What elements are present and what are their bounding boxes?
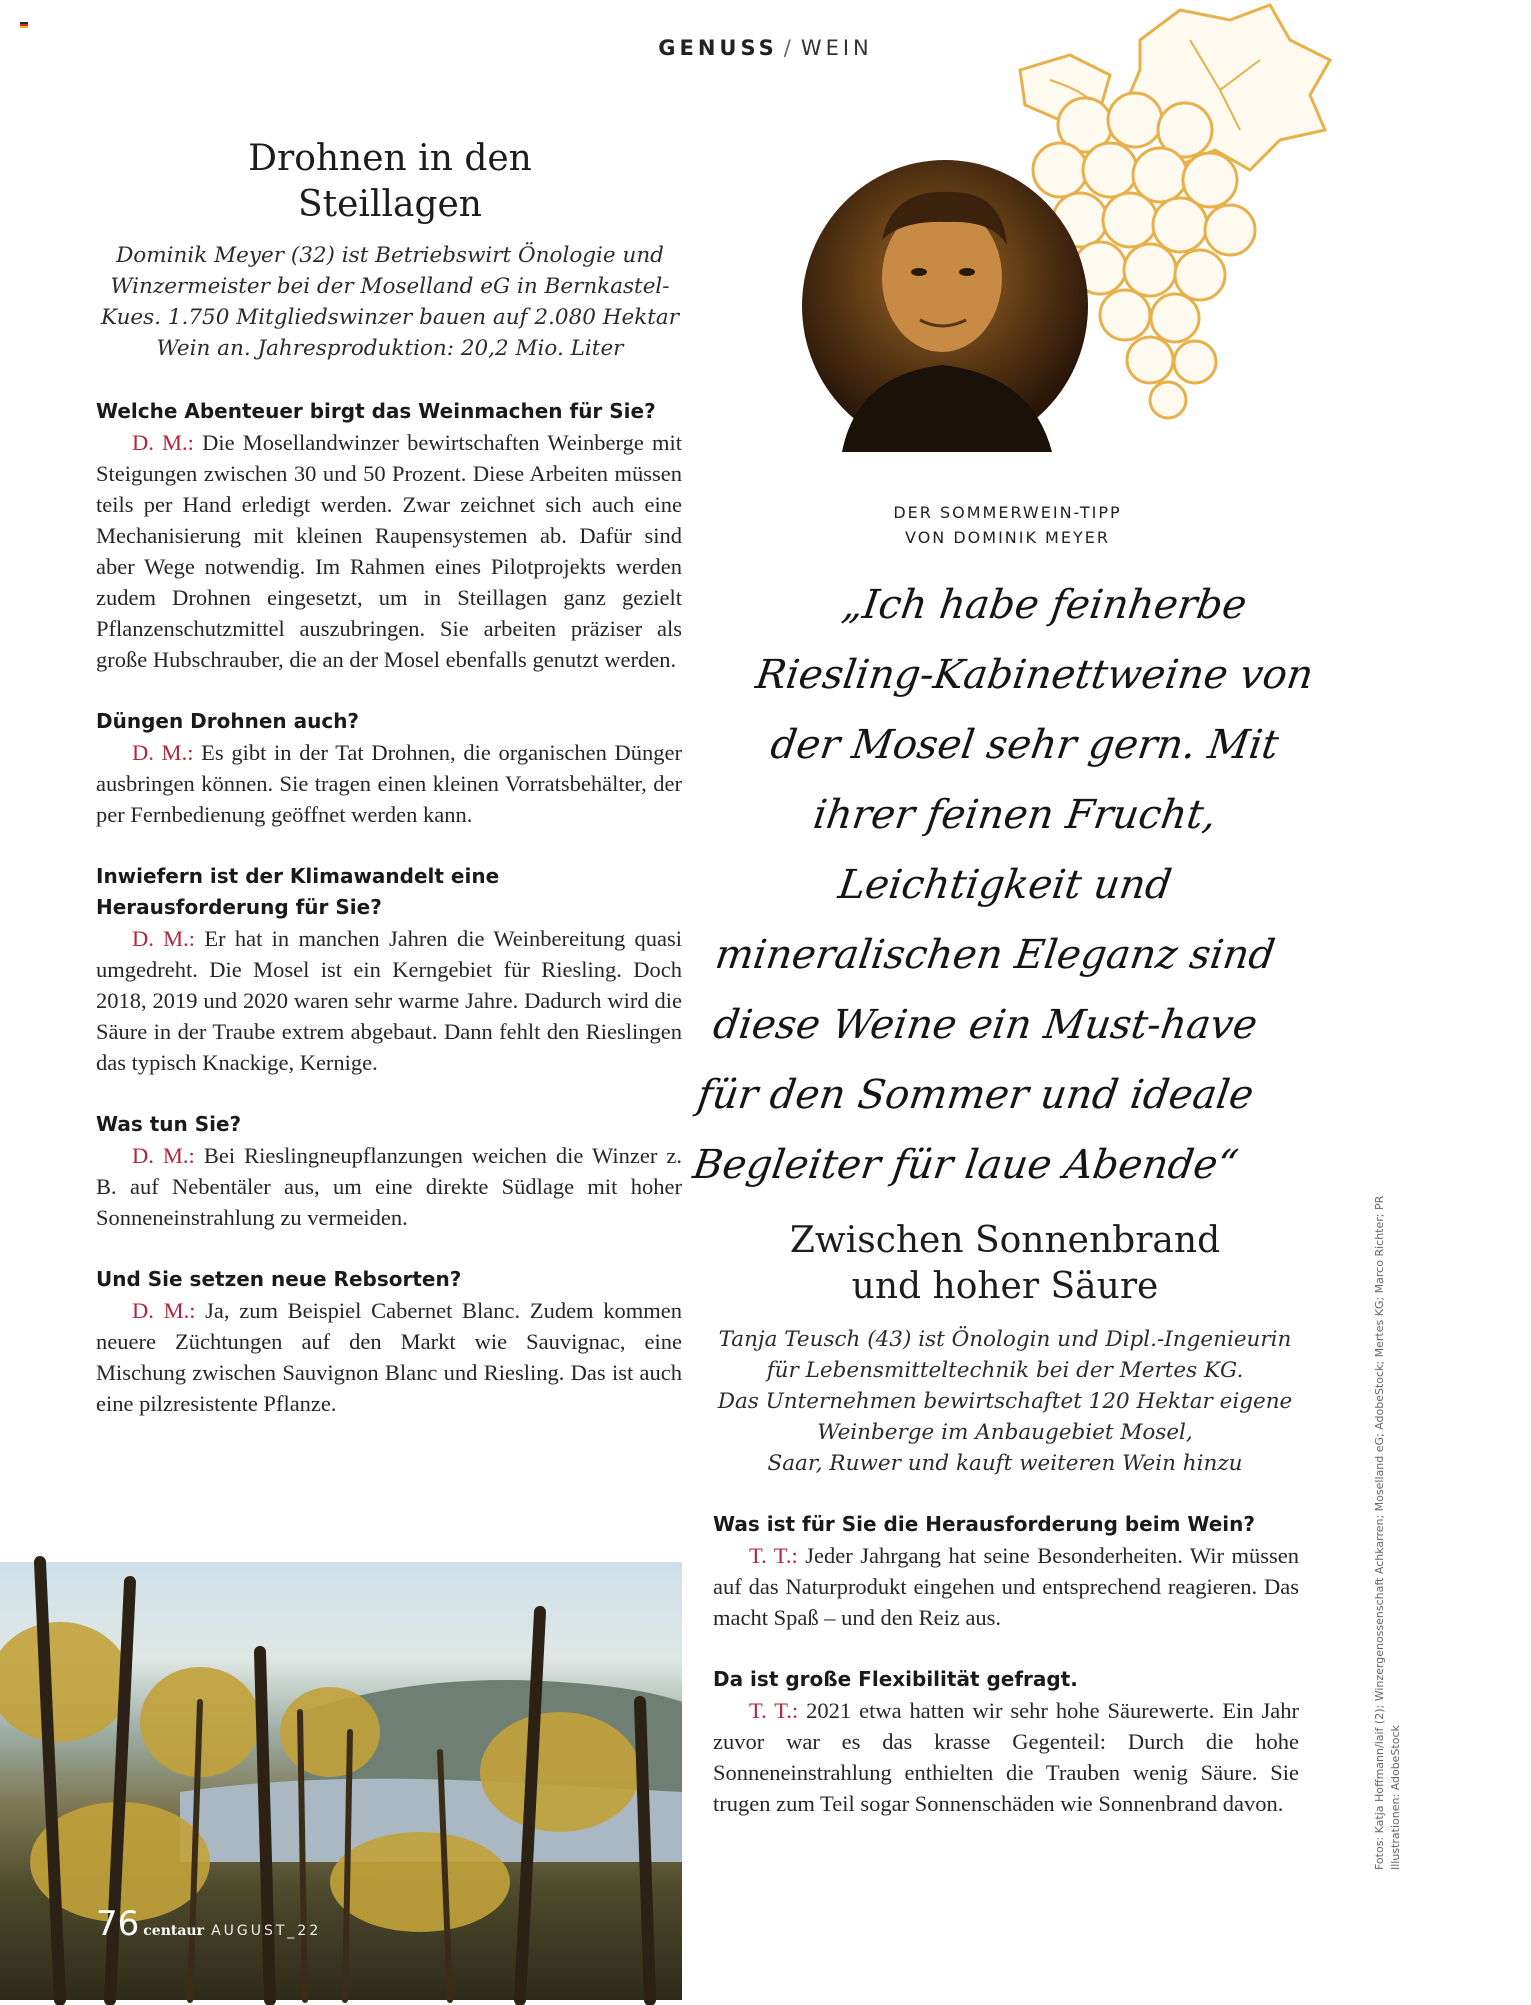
credits-line1: Fotos: Katja Hoffmann/laif (2); Winzergenossenschaft Achkarren; Moselland eG; AdobeStock; Mertes KG; Marco Richter; PR	[1373, 1195, 1386, 1870]
speaker-initials: D. M.:	[132, 430, 194, 455]
portrait-dominik-meyer	[802, 160, 1088, 452]
article2-body	[713, 1509, 1299, 1850]
intro-line: Weinberge im Anbaugebiet Mosel,	[817, 1420, 1193, 1445]
article1-title	[100, 136, 680, 228]
answer-text: Es gibt in der Tat Drohnen, die organischen Dünger ausbringen können. Sie tragen einen kleinen Vorratsbehälter, der per Fernbedienung geöffnet werden kann.	[96, 740, 682, 827]
answer-text: Die Mosellandwinzer bewirtschaften Weinberge mit Steigungen zwischen 30 und 50 Prozent. Diese Arbeiten müssen teils per Hand erledigt werden. Zwar zeichnet sich auch eine Mechanisierung mit kleinen Raupensystemen ab. Dafür sind aber Wege notwendig. Im Rahmen eines Pilotprojekts werden zudem Drohnen eingesetzt, um in Steillagen ganz gezielt Pflanzenschutzmittel auszubringen. Sie arbeiten präziser als große Hubschrauber, die an der Mosel ebenfalls genutzt werden.	[96, 430, 682, 672]
answer-text: Er hat in manchen Jahren die Weinbereitung quasi umgedreht. Die Mosel ist ein Kerngebiet für Riesling. Doch 2018, 2019 und 2020 waren sehr warme Jahre. Dadurch wird die Säure in der Traube extrem abgebaut. Dann fehlt den Rieslingen das typisch Knackige, Kernige.	[96, 926, 682, 1075]
speaker-initials: D. M.:	[132, 926, 196, 951]
intro-line: Das Unternehmen bewirtschaftet 120 Hektar eigene	[717, 1389, 1293, 1414]
intro-line: Dominik Meyer (32) ist Betriebswirt Önologie und	[116, 243, 664, 268]
speaker-initials: T. T.:	[749, 1543, 798, 1568]
tip-label-line1: DER SOMMERWEIN-TIPP	[893, 503, 1122, 522]
question: Da ist große Flexibilität gefragt.	[713, 1667, 1078, 1691]
intro-line: für Lebensmitteltechnik bei der Mertes KG.	[766, 1358, 1244, 1383]
article1-title-line1: Drohnen in den	[248, 138, 532, 179]
article1-title-line2: Steillagen	[298, 184, 482, 225]
tip-label-line2: VON DOMINIK MEYER	[905, 528, 1110, 547]
speaker-initials: D. M.:	[132, 1298, 196, 1323]
answer	[96, 1140, 682, 1233]
intro-line: Winzermeister bei der Moselland eG in Bernkastel-	[110, 274, 670, 299]
question: Welche Abenteuer birgt das Weinmachen für Sie?	[96, 399, 656, 423]
speaker-initials: D. M.:	[132, 1143, 195, 1168]
question: Was tun Sie?	[96, 1112, 242, 1136]
article2-title-line2: und hoher Säure	[851, 1266, 1159, 1307]
article1-intro	[90, 240, 690, 364]
intro-line: Wein an. Jahresproduktion: 20,2 Mio. Liter	[156, 336, 624, 361]
question: Inwiefern ist der Klimawandelt eine Herausforderung für Sie?	[96, 864, 500, 919]
answer-text: Jeder Jahrgang hat seine Besonderheiten. Wir müssen auf das Naturprodukt eingehen und entsprechend reagieren. Das macht Spaß – und den Reiz aus.	[713, 1543, 1299, 1630]
page-folio	[96, 1904, 321, 1944]
wine-tip-quote: „Ich habe feinherbe Riesling-Kabinettweine von der Mosel sehr gern. Mit ihrer feinen Frucht, Leichtigkeit und mineralischen Eleganz sind diese Weine ein Must-have für den Sommer und ideale Begleiter für laue Abende“	[690, 582, 1317, 1188]
subsection-name: WEIN	[800, 36, 873, 60]
issue-label: AUGUST_22	[211, 1923, 322, 1939]
answer	[96, 427, 682, 675]
question: Was ist für Sie die Herausforderung beim Wein?	[713, 1512, 1256, 1536]
intro-line: Kues. 1.750 Mitgliedswinzer bauen auf 2.080 Hektar	[100, 305, 679, 330]
answer-text: 2021 etwa hatten wir sehr hohe Säurewerte. Ein Jahr zuvor war es das krasse Gegenteil: Durch die hohe Sonneneinstrahlung enthielten die Trauben wenig Säure. Sie trugen zum Teil sogar Sonnenschäden wie Sonnenbrand davon.	[713, 1698, 1299, 1816]
question: Düngen Drohnen auch?	[96, 709, 360, 733]
photo-credits	[1372, 1100, 1404, 1870]
answer	[713, 1540, 1299, 1633]
magazine-name: centaur	[143, 1923, 204, 1939]
speaker-initials: T. T.:	[749, 1698, 799, 1723]
answer	[713, 1695, 1299, 1819]
section-name: GENUSS	[658, 36, 778, 60]
article1-body	[96, 396, 682, 1450]
answer	[96, 923, 682, 1078]
article2-intro	[705, 1324, 1305, 1479]
answer	[96, 737, 682, 830]
language-flag-icon	[20, 22, 28, 28]
credits-line2: Illustrationen: AdobeStock	[1389, 1725, 1402, 1870]
speaker-initials: D. M.:	[132, 740, 194, 765]
answer-text: Ja, zum Beispiel Cabernet Blanc. Zudem kommen neuere Züchtungen auf den Markt wie Sauvignac, eine Mischung zwischen Sauvignon Blanc und Riesling. Das ist auch eine pilzresistente Pflanze.	[96, 1298, 683, 1416]
tip-label	[860, 500, 1155, 550]
page-number: 76	[96, 1904, 140, 1944]
answer	[96, 1295, 682, 1419]
answer-text: Bei Rieslingneupflanzungen weichen die Winzer z. B. auf Nebentäler aus, um eine direkte Südlage mit hoher Sonneneinstrahlung zu vermeiden.	[96, 1143, 682, 1230]
portrait-figure	[802, 160, 1088, 452]
section-separator: /	[783, 36, 795, 60]
question: Und Sie setzen neue Rebsorten?	[96, 1267, 462, 1291]
intro-line: Tanja Teusch (43) ist Önologin und Dipl.-Ingenieurin	[718, 1327, 1292, 1352]
article2-title-line1: Zwischen Sonnenbrand	[789, 1220, 1221, 1261]
intro-line: Saar, Ruwer und kauft weiteren Wein hinzu	[767, 1451, 1243, 1476]
article2-title	[715, 1218, 1295, 1310]
